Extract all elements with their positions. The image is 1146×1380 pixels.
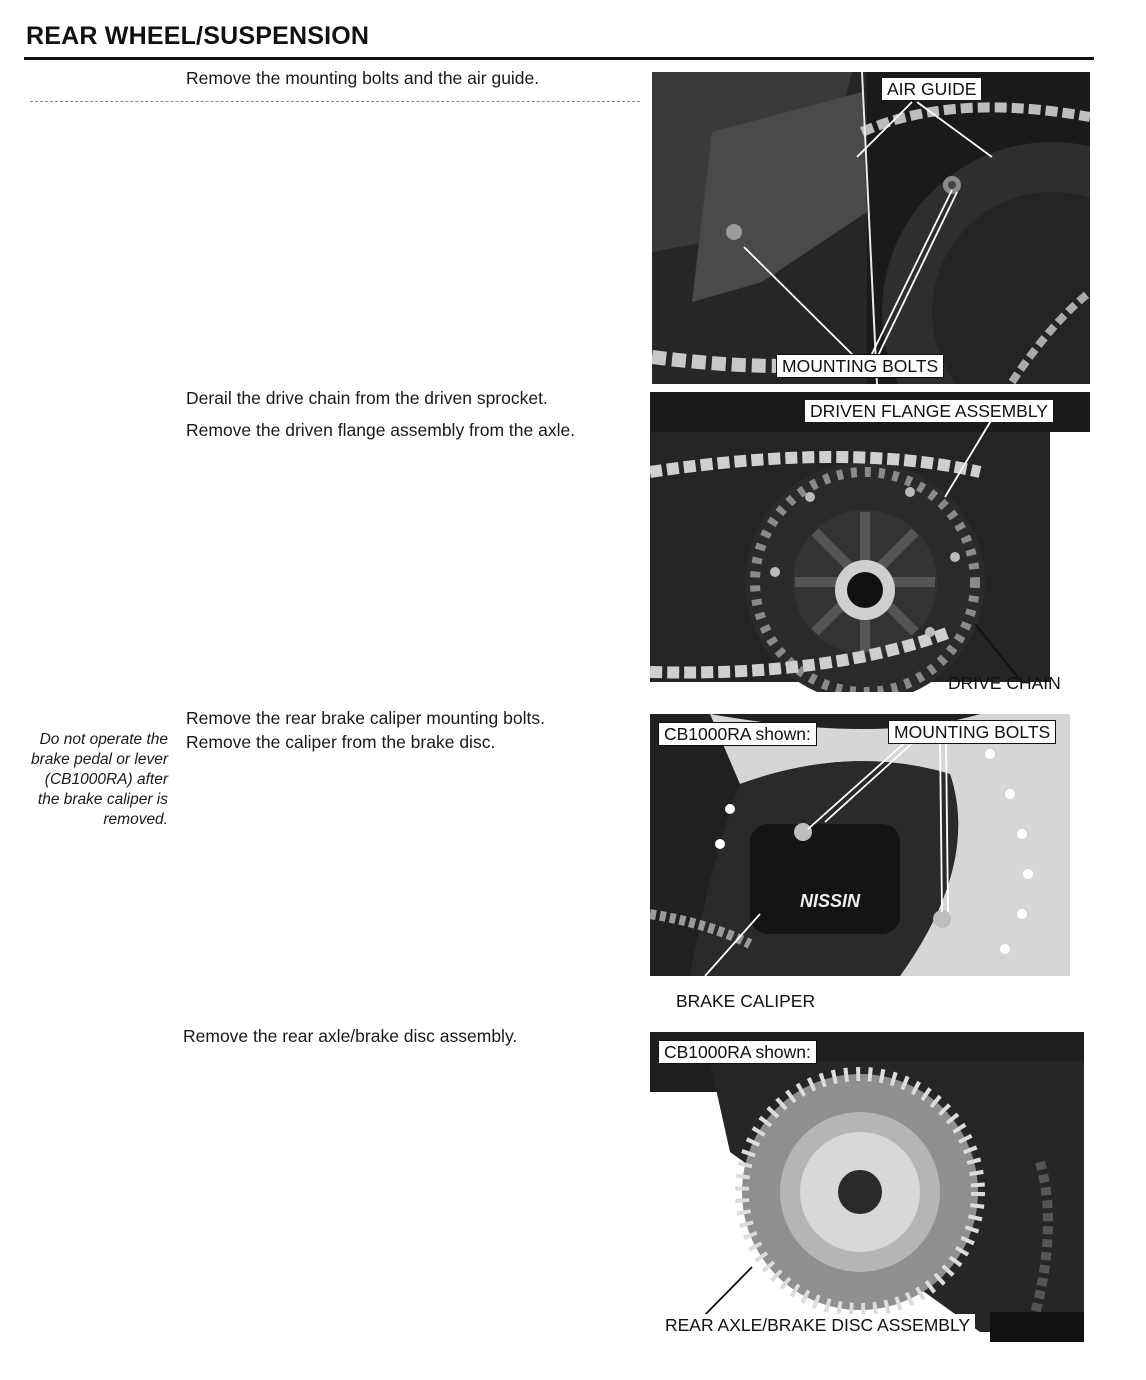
- note-line: Do not operate the: [39, 731, 168, 748]
- photo-air-guide: [652, 72, 1090, 384]
- page-title: REAR WHEEL/SUSPENSION: [26, 22, 370, 50]
- note-line: (CB1000RA) after: [44, 771, 168, 788]
- label-model-shown-axle: CB1000RA shown:: [658, 1040, 817, 1064]
- label-model-shown: CB1000RA shown:: [658, 722, 817, 746]
- step-derail-chain: Derail the drive chain from the driven sprocket.: [186, 388, 548, 408]
- step-remove-caliper-bolts: Remove the rear brake caliper mounting bolts.: [186, 708, 545, 728]
- note-line: removed.: [103, 811, 168, 828]
- photo-brake-caliper: [650, 714, 1070, 976]
- photo-brake-caliper-drawing: [650, 714, 1070, 976]
- divider: [30, 101, 640, 102]
- note-line: brake pedal or lever: [31, 751, 168, 768]
- label-brake-caliper: BRAKE CALIPER: [676, 991, 816, 1011]
- caliper-brand-text: NISSIN: [800, 891, 861, 911]
- photo-rear-axle-drawing: [650, 1032, 1084, 1342]
- title-rule: [24, 57, 1094, 60]
- label-mounting-bolts-caliper: MOUNTING BOLTS: [888, 720, 1056, 744]
- label-rear-axle: REAR AXLE/BRAKE DISC ASSEMBLY: [660, 1314, 975, 1336]
- label-drive-chain: DRIVE CHAIN: [948, 673, 1061, 692]
- label-air-guide: AIR GUIDE: [882, 78, 981, 100]
- step-remove-flange: Remove the driven flange assembly from the axle.: [186, 420, 576, 440]
- photo-driven-flange-drawing: [650, 392, 1090, 692]
- label-driven-flange: DRIVEN FLANGE ASSEMBLY: [805, 400, 1053, 422]
- note-line: the brake caliper is: [37, 791, 168, 808]
- label-mounting-bolts: MOUNTING BOLTS: [776, 354, 944, 378]
- step-remove-caliper: Remove the caliper from the brake disc.: [186, 732, 496, 752]
- caution-note: [18, 730, 168, 830]
- photo-air-guide-drawing: [652, 72, 1090, 384]
- step-remove-air-guide: Remove the mounting bolts and the air guide.: [186, 68, 540, 88]
- step-remove-axle: Remove the rear axle/brake disc assembly.: [183, 1026, 518, 1046]
- photo-driven-flange: [650, 392, 1090, 692]
- photo-rear-axle: [650, 1032, 1084, 1342]
